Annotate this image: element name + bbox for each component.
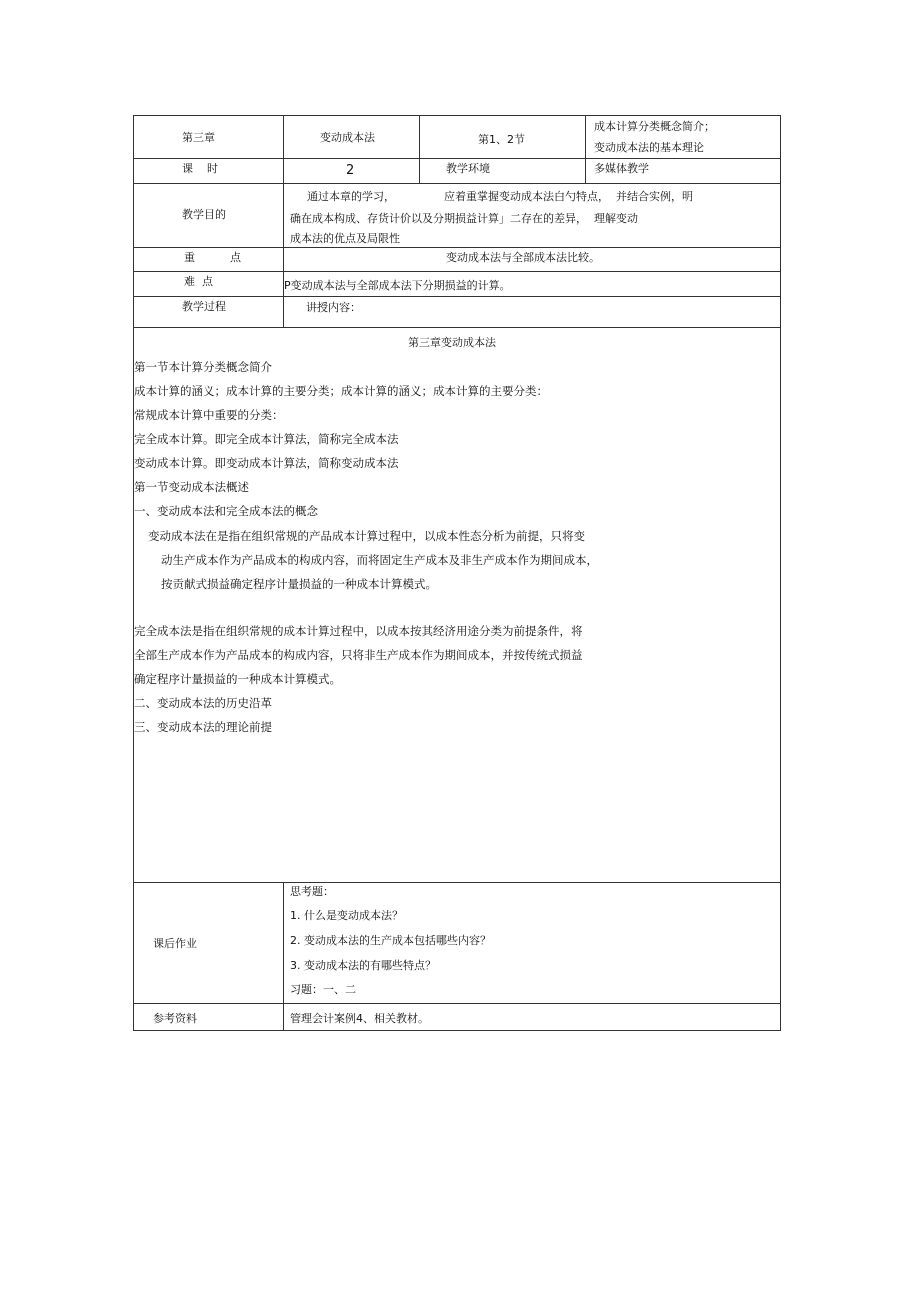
hours-value: 2 [346,163,355,178]
column-divider [585,115,586,184]
difficulty-label: 难 点 [184,275,213,288]
content-line: 变动成本法在是指在组织常规的产品成本计算过程中，以成本性态分析为前提，只将变 [148,529,585,543]
process-label: 教学过程 [182,300,226,313]
content-line: 变动成本计算。即变动成本计算法，简称变动成本法 [134,456,399,470]
homework-item: 1. 什么是变动成本法？ [290,909,403,922]
content-line: 全部生产成本作为产品成本的构成内容，只将非生产成本作为期间成本，并按传统式损益 [134,648,583,662]
content-line: 确定程序计量损益的一种成本计算模式。 [134,672,341,686]
objective-label: 教学目的 [182,208,226,221]
content-line: 完全成本计算。即完全成本计算法，简称完全成本法 [134,432,399,446]
hours-label: 课 时 [182,162,218,175]
row-divider [133,271,781,272]
row-divider [133,183,781,184]
content-line: 第一节变动成本法概述 [134,480,249,494]
content-line: 成本计算的涵义；成本计算的主要分类；成本计算的涵义；成本计算的主要分类： [134,384,548,398]
environment-value: 多媒体教学 [594,162,649,175]
topic-line-1: 成本计算分类概念简介； [594,120,715,133]
objective-line-3: 成本法的优点及局限性 [290,232,400,245]
objective-line-2: 确在成本构成、存货计价以及分期损益计算」二存在的差异， 理解变动 [290,212,638,225]
chapter-label: 第三章 [182,131,215,144]
reference-label: 参考资料 [153,1012,197,1025]
key-point-value: 变动成本法与全部成本法比较。 [446,251,600,264]
homework-item: 3. 变动成本法的有哪些特点？ [290,959,436,972]
environment-label: 教学环境 [446,162,490,175]
homework-label: 课后作业 [153,937,197,950]
row-divider [133,158,781,159]
section-number: 第1、2节 [478,133,525,146]
chapter-title: 变动成本法 [320,131,375,144]
content-line: 按贡献式损益确定程序计量损益的一种成本计算模式。 [161,577,437,591]
content-line: 常规成本计算中重要的分类： [134,408,284,422]
objective-line-1: 通过本章的学习， 应着重掌握变动成本法白勺特点， 并结合实例，明 [307,190,693,203]
column-divider [283,115,284,328]
column-divider [283,882,284,1031]
process-value: 讲授内容： [306,301,361,314]
homework-item: 习题：一、二 [290,983,356,996]
difficulty-value: P变动成本法与全部成本法下分期损益的计算。 [284,279,511,292]
reference-value: 管理会计案例4、相关教材。 [290,1012,429,1025]
content-line: 二、变动成本法的历史沿革 [134,696,272,710]
content-line: 一、变动成本法和完全成本法的概念 [134,504,318,518]
row-divider [133,1003,781,1004]
homework-item: 思考题： [290,885,334,898]
content-line: 第一节本计算分类概念简介 [134,360,272,374]
content-line: 三、变动成本法的理论前提 [134,720,272,734]
content-line: 完全成本法是指在组织常规的成本计算过程中，以成本按其经济用途分类为前提条件，将 [134,624,583,638]
column-divider [419,115,420,184]
key-point-label: 重 点 [184,251,241,264]
homework-item: 2. 变动成本法的生产成本包括哪些内容？ [290,934,491,947]
row-divider [133,327,781,328]
topic-line-2: 变动成本法的基本理论 [594,141,704,154]
content-heading: 第三章变动成本法 [408,336,496,349]
row-divider [133,247,781,248]
content-line: 动生产成本作为产品成本的构成内容，而将固定生产成本及非生产成本作为期间成本， [161,553,598,567]
row-divider [133,296,781,297]
row-divider [133,882,781,883]
